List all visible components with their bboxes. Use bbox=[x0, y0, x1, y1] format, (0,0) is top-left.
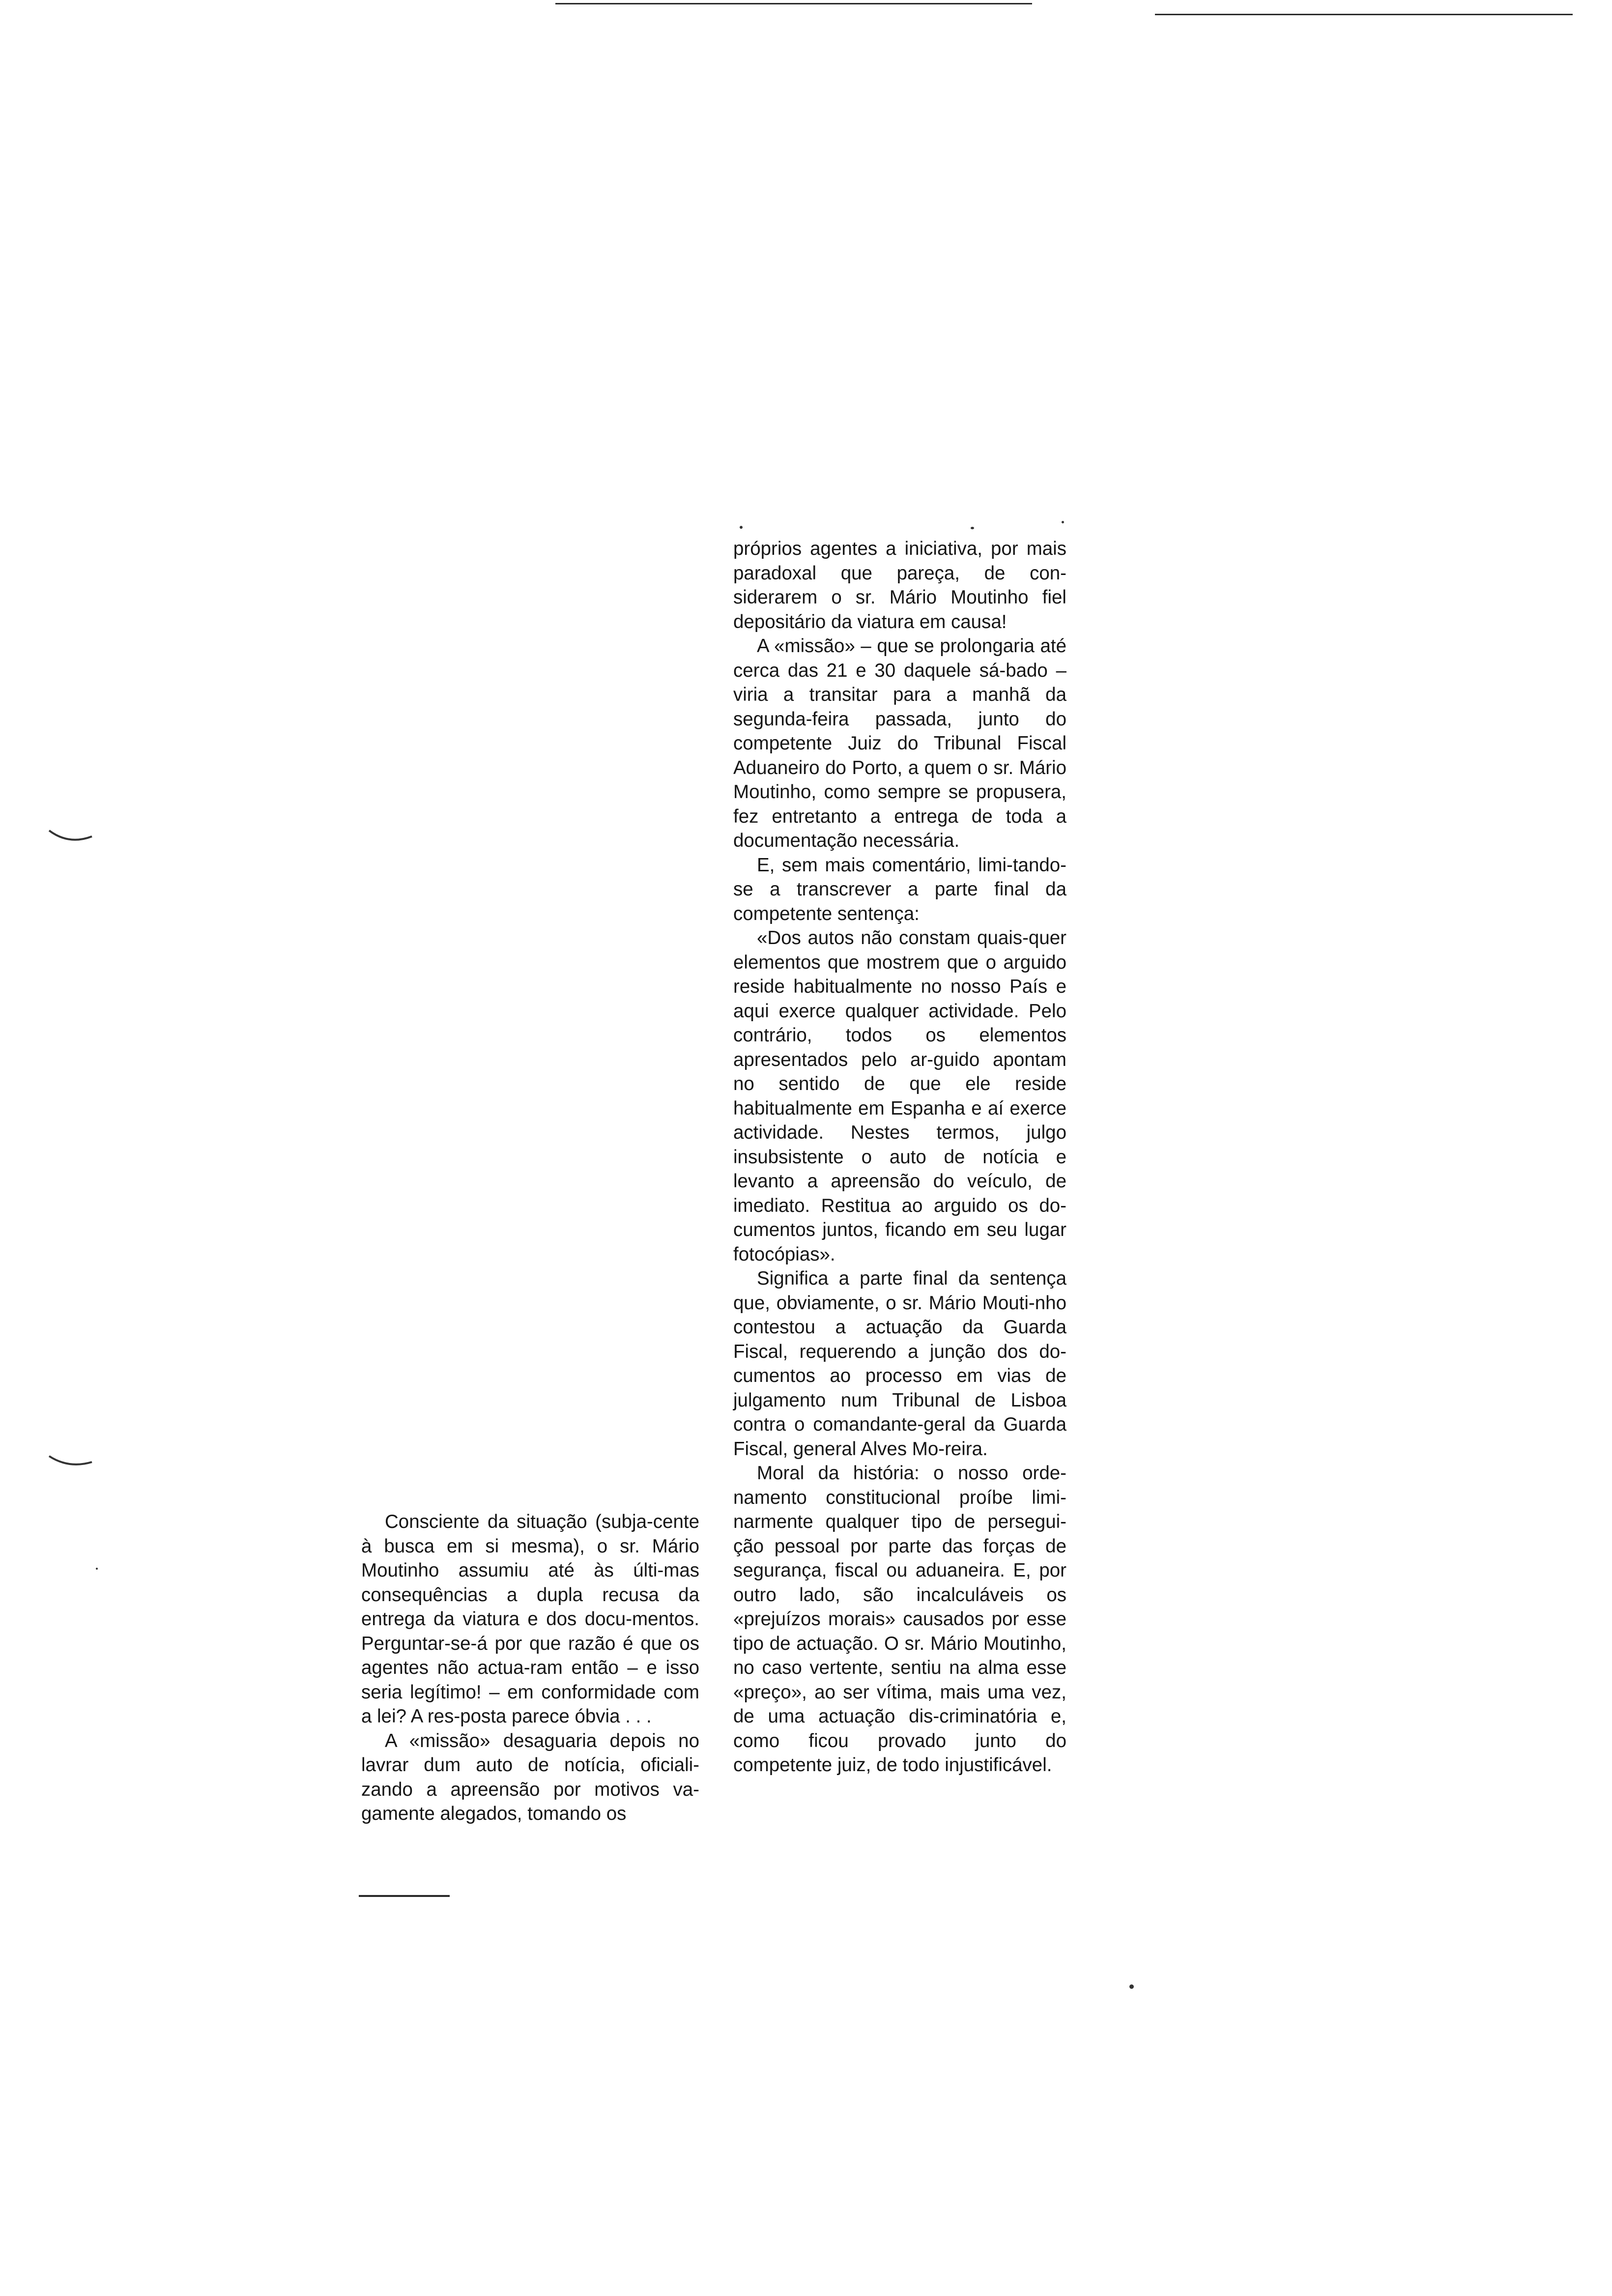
article-left-column bbox=[361, 1510, 699, 1826]
column-end-rule bbox=[359, 1895, 450, 1897]
scan-speck bbox=[740, 526, 743, 529]
top-right-rule bbox=[1155, 14, 1573, 15]
paragraph: A «missão» desaguaria depois no lavrar dum auto de notícia, oficiali-zando a apreensão por motivos va-gamente alegados, tomando os bbox=[361, 1730, 699, 1824]
paragraph: A «missão» – que se prolongaria até cerca das 21 e 30 daquele sá-bado – viria a transitar para a manhã da segunda-feira passada, junto do competente Juiz do Tribunal Fiscal Aduaneiro do Porto, a quem o sr. Mário Moutinho, como sempre se propusera, fez entretanto a entrega de toda a documentação necessária. bbox=[733, 635, 1066, 851]
scan-speck bbox=[971, 527, 974, 529]
top-center-rule bbox=[555, 3, 1032, 4]
punch-hole-mark-upper bbox=[47, 826, 96, 848]
punch-hole-mark-lower bbox=[47, 1452, 96, 1472]
scan-speck bbox=[1129, 1984, 1134, 1989]
paragraph: E, sem mais comentário, limi-tando-se a transcrever a parte final da competente sentença: bbox=[733, 854, 1066, 924]
article-right-column bbox=[733, 537, 1066, 1778]
scan-speck bbox=[1062, 521, 1064, 523]
paragraph: Significa a parte final da sentença que, obviamente, o sr. Mário Mouti-nho contestou a actuação da Guarda Fiscal, requerendo a junção dos do-cumentos ao processo em vias de julgamento num Tribunal de Lisboa contra o comandante-geral da Guarda Fiscal, general Alves Mo-reira. bbox=[733, 1268, 1066, 1460]
paragraph: Moral da história: o nosso orde-namento constitucional proíbe limi-narmente qualquer tipo de persegui-ção pessoal por parte das forças de segurança, fiscal ou aduaneira. E, por outro lado, são incalculáveis os «prejuízos morais» causados por esse tipo de actuação. O sr. Mário Moutinho, no caso vertente, sentiu na alma esse «preço», ao ser vítima, mais uma vez, de uma actuação dis-criminatória e, como ficou provado junto do competente juiz, de todo injustificável. bbox=[733, 1463, 1066, 1776]
paragraph: próprios agentes a iniciativa, por mais paradoxal que pareça, de con-siderarem o sr. Mário Moutinho fiel depositário da viatura em causa! bbox=[733, 538, 1066, 632]
quoted-sentence: «Dos autos não constam quais-quer elementos que mostrem que o arguido reside habitualmente no nosso País e aqui exerce qualquer actividade. Pelo contrário, todos os elementos apresentados pelo ar-guido apontam no sentido de que ele reside habitualmente em Espanha e aí exerce actividade. Nestes termos, julgo insubsistente o auto de notícia e levanto a apreensão do veículo, de imediato. Restitua ao arguido os do-cumentos juntos, ficando em seu lugar fotocópias». bbox=[733, 927, 1066, 1265]
paragraph: Consciente da situação (subja-cente à busca em si mesma), o sr. Mário Moutinho assumiu até às últi-mas consequências a dupla recusa da entrega da viatura e dos docu-mentos. Perguntar-se-á por que razão é que os agentes não actua-ram então – e isso seria legítimo! – em conformidade com a lei? A res-posta parece óbvia . . . bbox=[361, 1511, 699, 1727]
scan-speck bbox=[96, 1568, 98, 1570]
